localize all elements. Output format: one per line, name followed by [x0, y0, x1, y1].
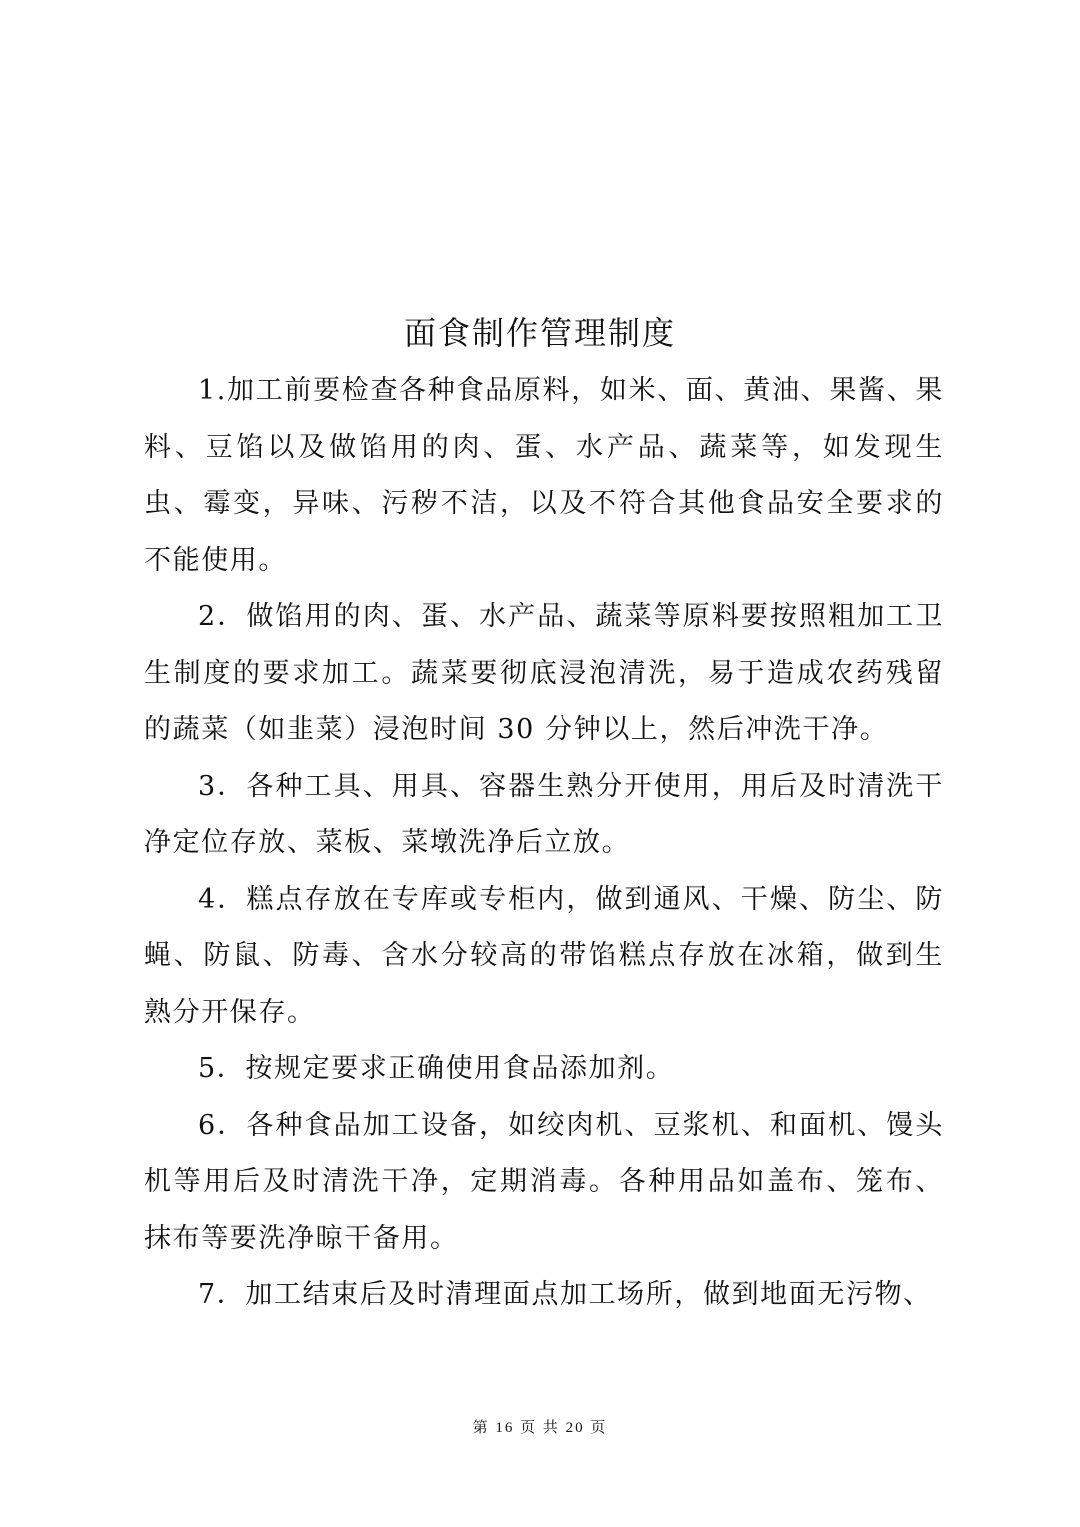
paragraph-3: 3．各种工具、用具、容器生熟分开使用，用后及时清洗干净定位存放、菜板、菜墩洗净后立放。	[144, 770, 944, 858]
document-body	[144, 363, 944, 1324]
paragraph-5: 5．按规定要求正确使用食品添加剂。	[198, 1053, 675, 1084]
paragraph-6: 6．各种食品加工设备，如绞肉机、豆浆机、和面机、馒头机等用后及时清洗干净，定期消毒。各种用品如盖布、笼布、抹布等要洗净晾干备用。	[144, 1109, 944, 1254]
paragraph-4: 4．糕点存放在专库或专柜内，做到通风、干燥、防尘、防蝇、防鼠、防毒、含水分较高的带馅糕点存放在冰箱，做到生熟分开保存。	[144, 883, 944, 1028]
paragraph-1: 1.加工前要检查各种食品原料，如米、面、黄油、果酱、果料、豆馅以及做馅用的肉、蛋、水产品、蔬菜等，如发现生虫、霉变，异味、污秽不洁，以及不符合其他食品安全要求的不能使用。	[144, 375, 944, 576]
paragraph-7: 7．加工结束后及时清理面点加工场所，做到地面无污物、	[198, 1279, 932, 1310]
paragraph-2: 2．做馅用的肉、蛋、水产品、蔬菜等原料要按照粗加工卫生制度的要求加工。蔬菜要彻底浸泡清洗，易于造成农药残留的蔬菜（如韭菜）浸泡时间 30 分钟以上，然后冲洗干净。	[144, 601, 944, 745]
document-title: 面食制作管理制度	[403, 314, 676, 352]
page-number-footer: 第 16 页 共 20 页	[472, 1420, 608, 1436]
